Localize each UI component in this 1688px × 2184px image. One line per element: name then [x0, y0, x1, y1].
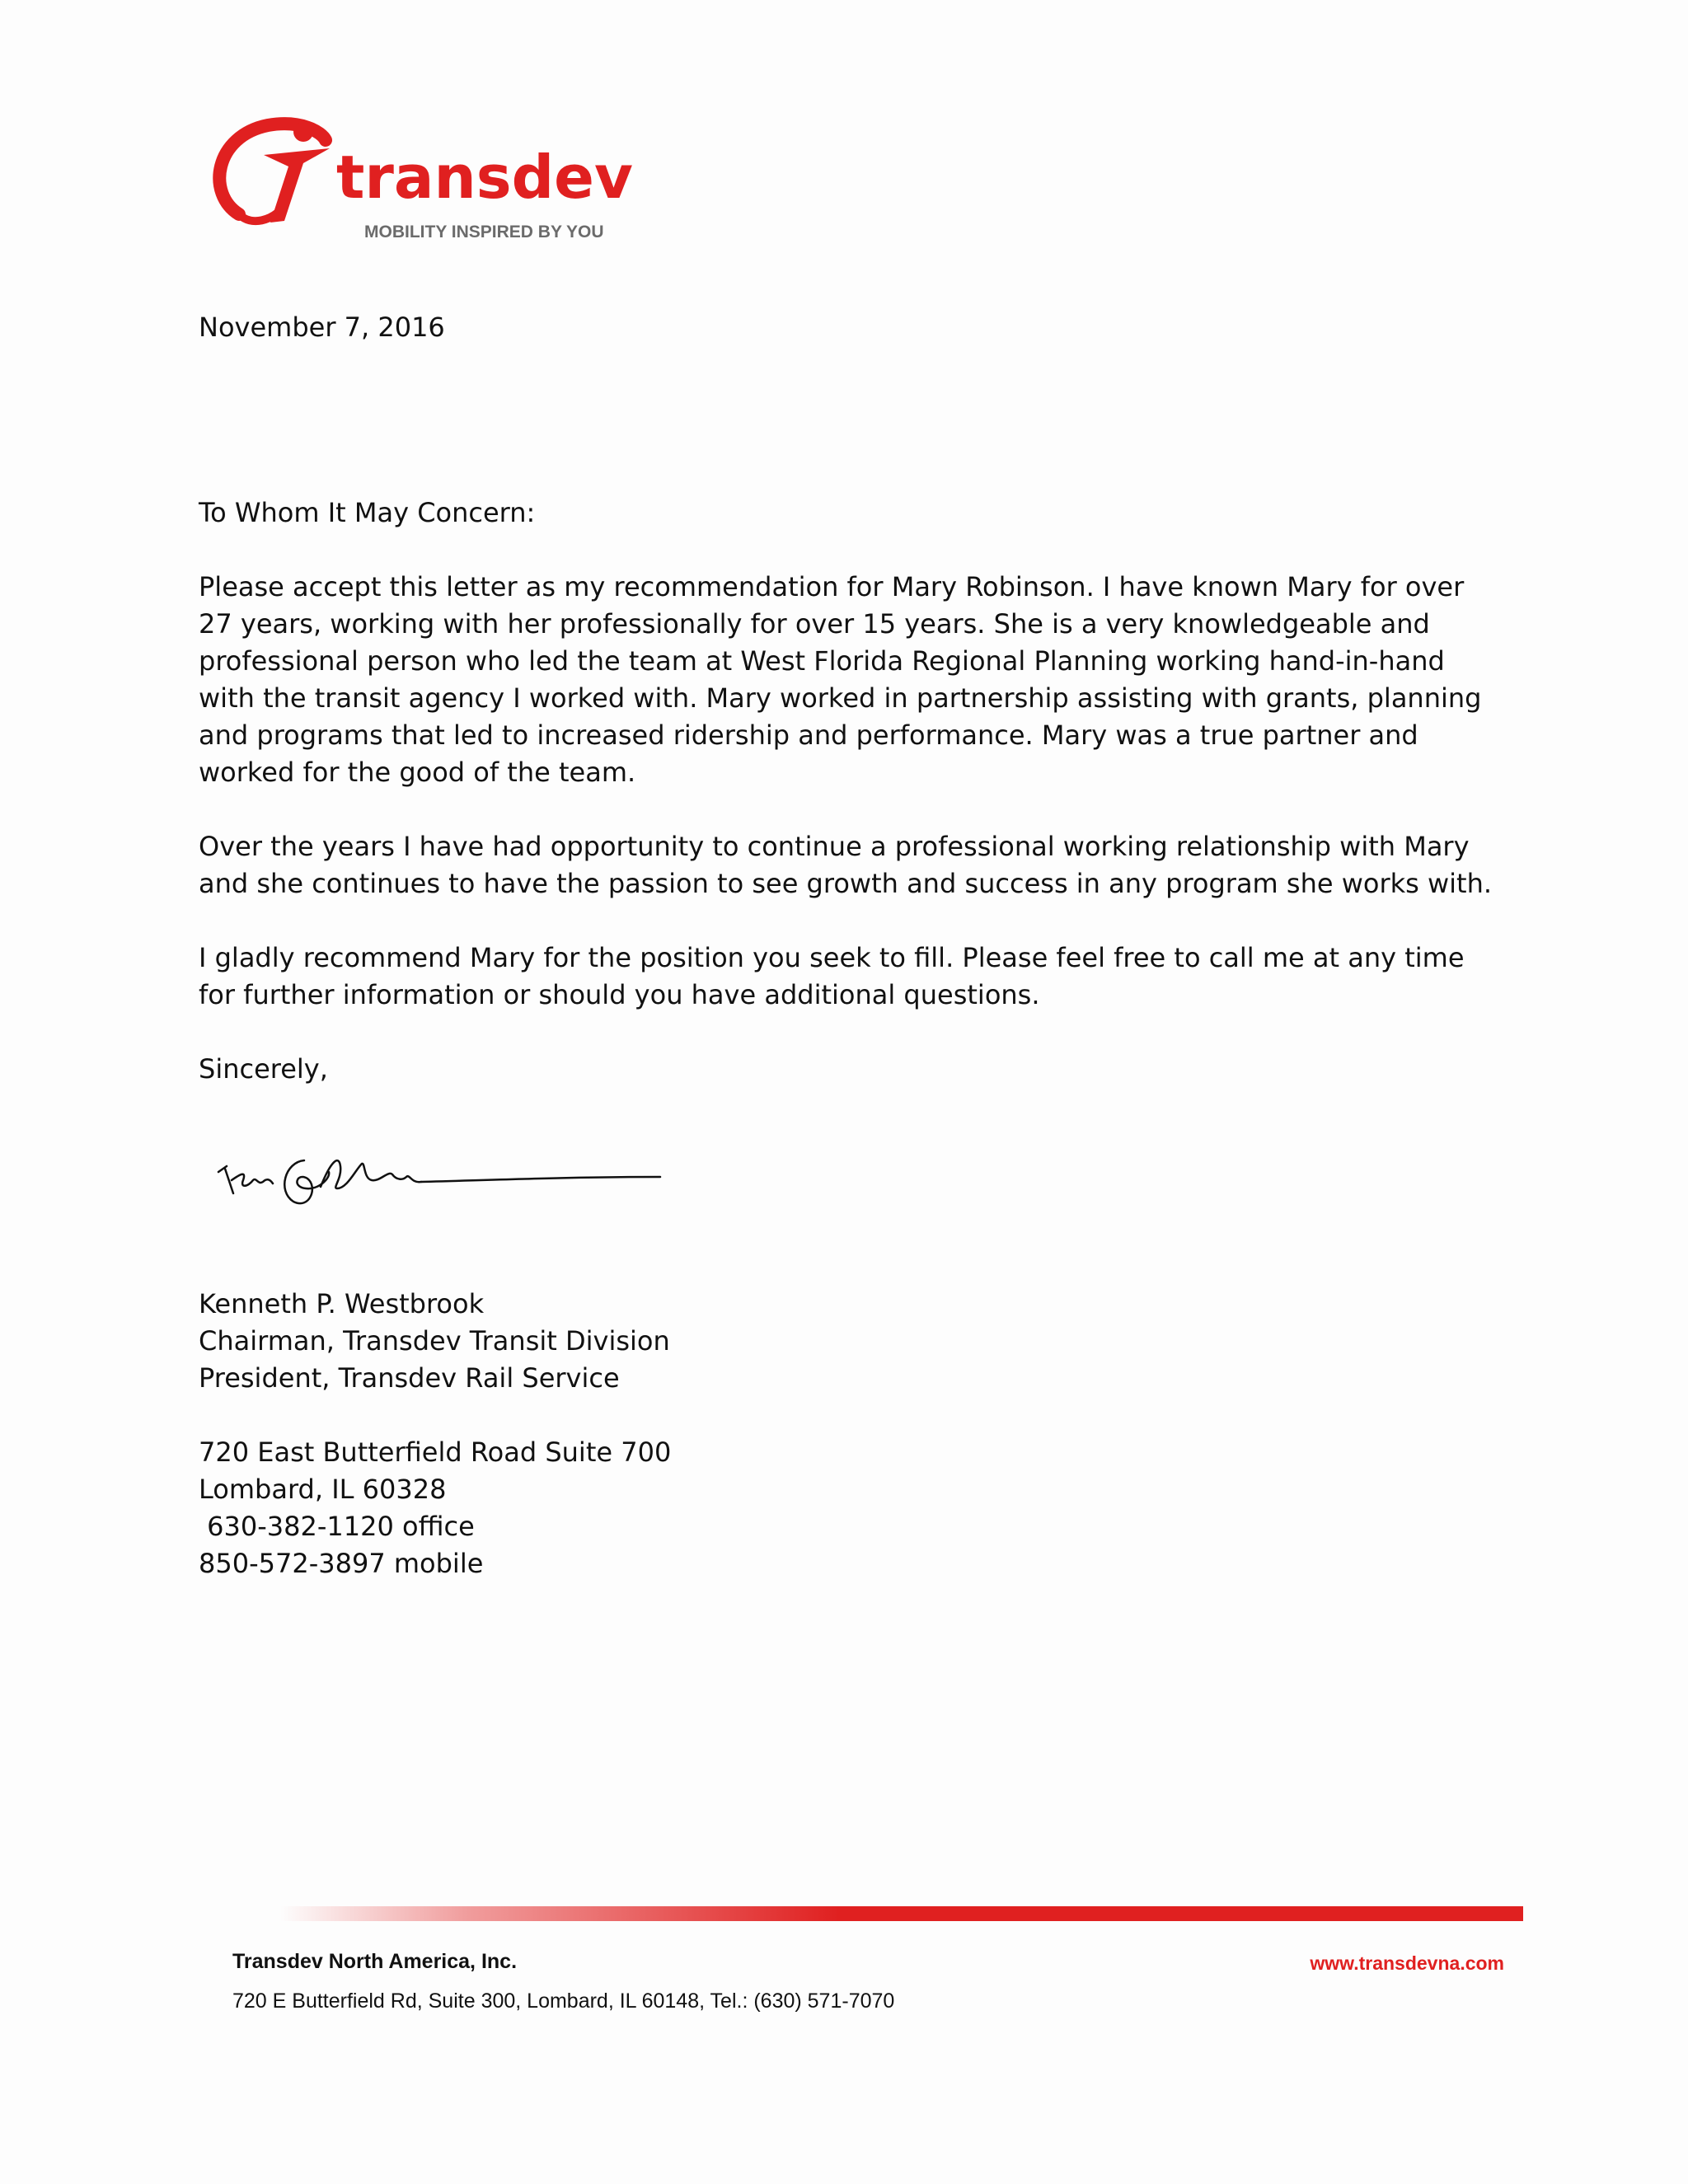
- footer-divider: [280, 1906, 1523, 1921]
- signer-title-2: President, Transdev Rail Service: [199, 1362, 620, 1394]
- contact-street: 720 East Butterfield Road Suite 700: [199, 1436, 672, 1468]
- handwritten-signature: [215, 1129, 677, 1220]
- letter-body: [199, 309, 1501, 1582]
- footer-company: Transdev North America, Inc.: [232, 1950, 518, 1973]
- paragraph-2: Over the years I have had opportunity to continue a professional working relationship with Mary and she continues to have the passion to see growth and success in any program she works with.: [199, 831, 1493, 899]
- signer-name: Kenneth P. Westbrook: [199, 1288, 485, 1319]
- paragraph-1: Please accept this letter as my recommendation for Mary Robinson. I have known Mary for over 27 years, working with her professionally for over 15 years. She is a very knowledgeable and professional person who led the team at West Florida Regional Planning working hand-in-hand with the transit agency I worked with. Mary worked in partnership assisting with grants, planning and programs that led to increased ridership and performance. Mary was a true partner and worked for the good of the team.: [199, 571, 1482, 788]
- contact-city: Lombard, IL 60328: [199, 1474, 447, 1505]
- contact-mobile-phone: 850-572-3897 mobile: [199, 1548, 484, 1579]
- salutation: To Whom It May Concern:: [199, 497, 536, 528]
- svg-text:MOBILITY INSPIRED BY YOU: MOBILITY INSPIRED BY YOU: [364, 223, 604, 241]
- footer-website-link[interactable]: www.transdevna.com: [1310, 1952, 1504, 1974]
- signer-block: [199, 1286, 1501, 1397]
- letter-date: November 7, 2016: [199, 312, 445, 343]
- signer-contact: [199, 1434, 1501, 1582]
- transdev-logo: [206, 115, 701, 255]
- svg-text:transdev: transdev: [336, 143, 633, 212]
- contact-office-phone: 630-382-1120 office: [199, 1511, 475, 1542]
- signer-title-1: Chairman, Transdev Transit Division: [199, 1325, 670, 1357]
- closing: Sincerely,: [199, 1053, 328, 1085]
- footer-address: 720 E Butterfield Rd, Suite 300, Lombard, IL 60148, Tel.: (630) 571-7070: [232, 1990, 895, 2013]
- paragraph-3: I gladly recommend Mary for the position you seek to fill. Please feel free to call me at any time for further information or should you have additional questions.: [199, 942, 1465, 1010]
